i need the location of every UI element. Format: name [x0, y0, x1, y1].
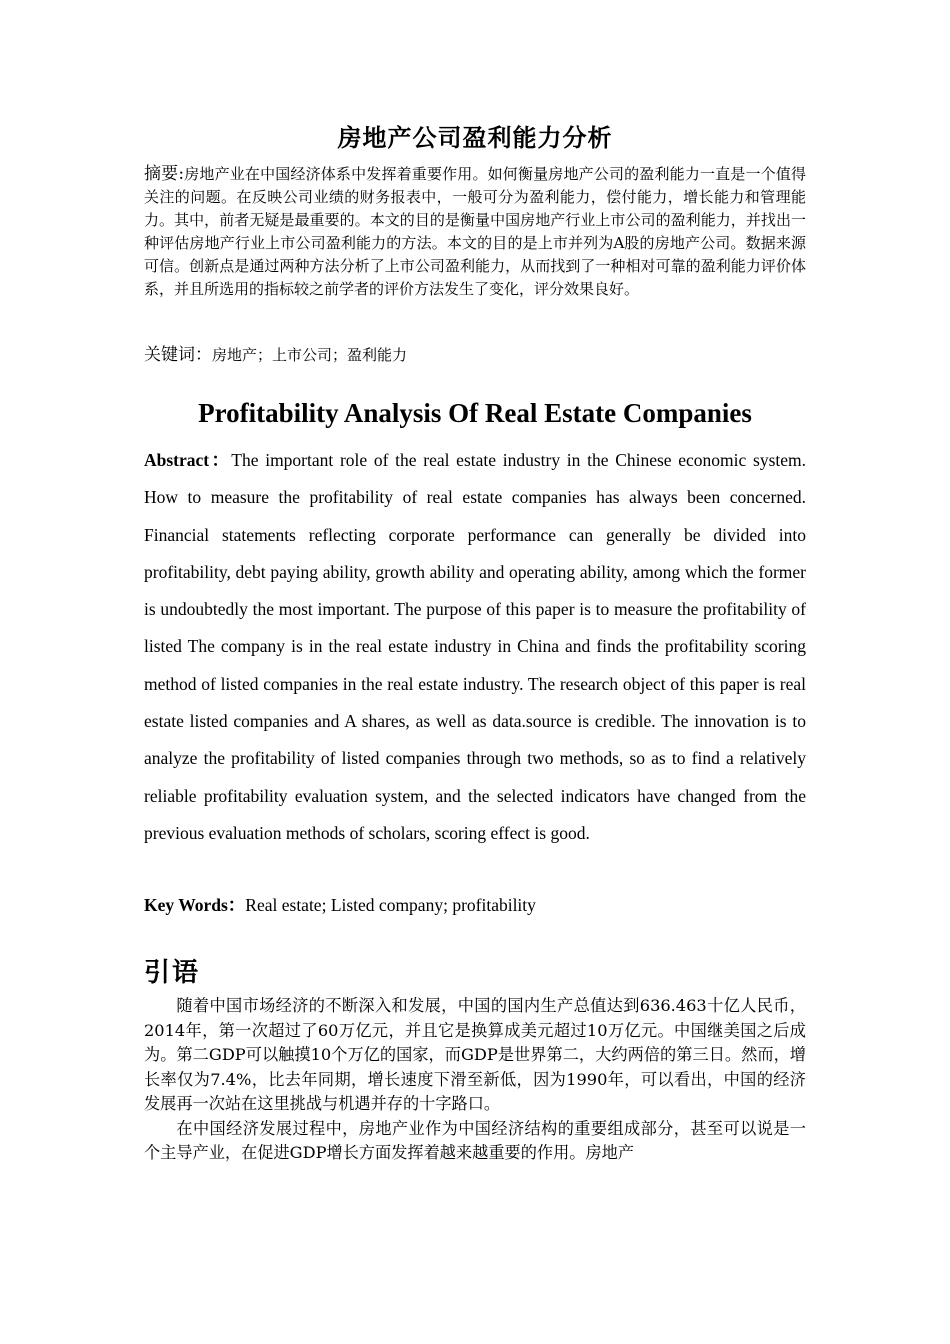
english-title: Profitability Analysis Of Real Estate Companies [198, 398, 752, 428]
english-abstract-label: Abstract： [144, 450, 232, 470]
chinese-abstract-label: 摘要: [144, 164, 185, 184]
chinese-keywords-text: 房地产；上市公司；盈利能力 [212, 346, 408, 364]
intro-paragraph: 在中国经济发展过程中，房地产业作为中国经济结构的重要组成部分，甚至可以说是一个主导产业，在促进GDP增长方面发挥着越来越重要的作用。房地产 [144, 1118, 806, 1162]
intro-paragraph: 随着中国市场经济的不断深入和发展，中国的国内生产总值达到636.463十亿人民币，2014年，第一次超过了60万亿元，并且它是换算成美元超过10万亿元。中国继美国之后成为。第二GDP可以触摸10个万亿的国家，而GDP是世界第二，大约两倍的第三日。然而，增长率仅为7.4%，比去年同期，增长速度下滑至新低，因为1990年，可以看出，中国的经济发展再一次站在这里挑战与机遇并存的十字路口。 [144, 996, 806, 1113]
intro-heading: 引语 [144, 958, 201, 988]
english-keywords [144, 891, 806, 919]
chinese-title: 房地产公司盈利能力分析 [337, 123, 613, 152]
english-abstract [144, 442, 806, 852]
chinese-keywords-label: 关键词： [144, 345, 212, 365]
chinese-abstract [144, 163, 806, 301]
chinese-keywords [144, 343, 806, 367]
chinese-abstract-text: 房地产业在中国经济体系中发挥着重要作用。如何衡量房地产公司的盈利能力一直是一个值得关注的问题。在反映公司业绩的财务报表中，一般可分为盈利能力，偿付能力，增长能力和管理能力。其中，前者无疑是最重要的。本文的目的是衡量中国房地产行业上市公司的盈利能力，并找出一种评估房地产行业上市公司盈利能力的方法。本文的目的是上市并列为A股的房地产公司。数据来源可信。创新点是通过两种方法分析了上市公司盈利能力，从而找到了一种相对可靠的盈利能力评价体系，并且所选用的指标较之前学者的评价方法发生了变化，评分效果良好。 [144, 165, 806, 298]
english-keywords-text: Real estate; Listed company; profitability [245, 895, 536, 915]
english-abstract-text: The important role of the real estate industry in the Chinese economic system. How to measure the profitability of real estate companies has always been concerned. Financial statements reflecting corporate performance can generally be divided into profitability, debt paying ability, growth ability and operating ability, among which the former is undoubtedly the most important. The purpose of this paper is to measure the profitability of listed The company is in the real estate industry in China and finds the profitability scoring method of listed companies in the real estate industry. The research object of this paper is real estate listed companies and A shares, as well as data.source is credible. The innovation is to analyze the profitability of listed companies through two methods, so as to find a relatively reliable profitability evaluation system, and the selected indicators have changed from the previous evaluation methods of scholars, scoring effect is good. [144, 450, 806, 843]
intro-body [144, 994, 806, 1166]
english-keywords-label: Key Words： [144, 895, 246, 915]
